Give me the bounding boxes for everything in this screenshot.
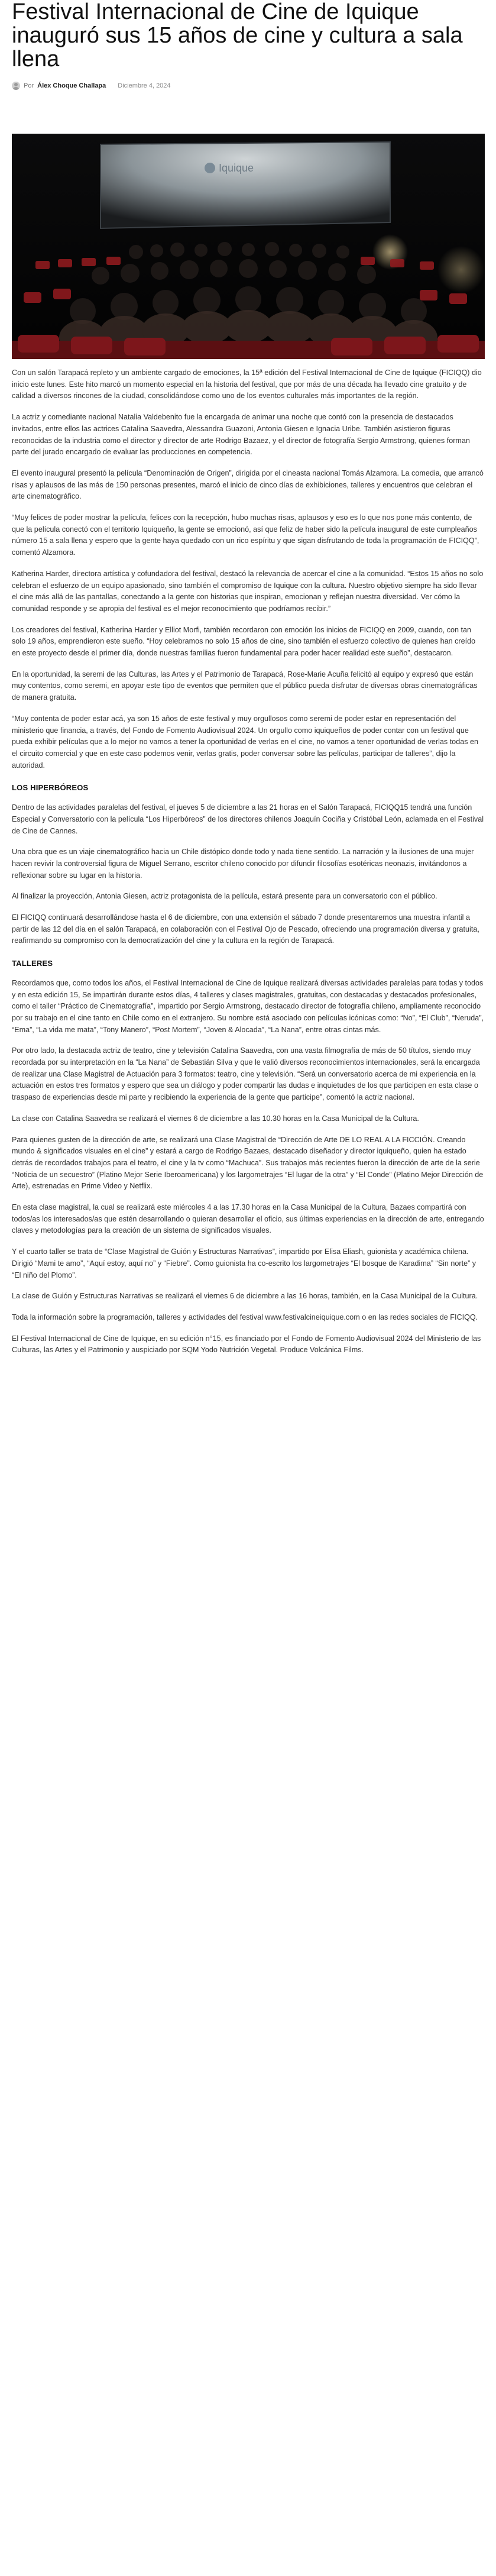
paragraph: Y el cuarto taller se trata de “Clase Magistral de Guión y Estructuras Narrativas”, impartido por Elisa Eliash, guionista y académica chilena. Dirigió “Mami te amo”, “Aquí estoy, aquí no” y “Fiebre”. Como guionista ha co-escrito los largometrajes “El bosque de Karadima” “Sin norte” y “El niño del Plomo”.: [12, 1247, 476, 1279]
article-meta: [12, 82, 171, 90]
author-link[interactable]: Álex Choque Challapa: [37, 82, 106, 89]
svg-text:Iquique: Iquique: [219, 162, 254, 174]
author-avatar-icon: [12, 82, 20, 90]
paragraph: Dentro de las actividades paralelas del festival, el jueves 5 de diciembre a las 21 horas en el Salón Tarapacá, FICIQQ15 tendrá una función Especial y Conversatorio con la película “Los Hiperbóreos” de los directores chilenos Joaquín Cociña y Cristóbal León, aclamada en el Festival de Cine de Cannes.: [12, 803, 484, 835]
paragraph: Con un salón Tarapacá repleto y un ambiente cargado de emociones, la 15ª edición del Festival Internacional de Cine de Iquique (FICIQQ) dio inicio este lunes. Este hito marcó un momento especial en la historia del festival, que por más de una década ha llevado cine gratuito y de calidad a diversos rincones de la ciudad, consolidándose como uno de los eventos culturales más importantes de la región.: [12, 369, 482, 400]
paragraph: En la oportunidad, la seremi de las Culturas, las Artes y el Patrimonio de Tarapacá, Rose-Marie Acuña felicitó al equipo y expresó que están muy contentos, como seremi, en apoyar este tipo de eventos que permiten que el público pueda disfrutar de diversas obras cinematográficas de manera gratuita.: [12, 670, 478, 702]
article-title: Festival Internacional de Cine de Iquique inauguró sus 15 años de cine y cultura a sala llena: [12, 0, 463, 72]
hero-image: [12, 134, 485, 359]
by-label: Por: [24, 82, 34, 89]
festival-logo: [205, 162, 254, 174]
publish-date: Diciembre 4, 2024: [118, 82, 171, 89]
paragraph: Toda la información sobre la programación, talleres y actividades del festival www.festivalcineiquique.com o en las redes sociales de FICIQQ.: [12, 1313, 478, 1321]
paragraph: “Muy contenta de poder estar acá, ya son 15 años de este festival y muy orgullosos como seremi de poder estar en representación del ministerio que financia, a través, del Fondo de Fomento Audiovisual 2024. Un orgullo como iquiqueños de poder contar con un festival que pueda exhibir películas que a lo mejor no vamos a tener la oportunidad de verlas en el cine, no vamos a tener oportunidad de verlas todas en el circuito comercial y que en este caso podemos venir, verlas gratis, poder conversar sobre las películas, participar de talleres”, dijo la autoridad.: [12, 714, 479, 770]
paragraph: “Muy felices de poder mostrar la película, felices con la recepción, hubo muchas risas, aplausos y eso es lo que nos pone más contento, de que la película conectó con el territorio Iquiqueño, la gente se emocionó, así que feliz de haber sido la película inaugural de este cumpleaños número 15 a sala llena y espero que la gente haya quedado con un rico espíritu y que sigan disfrutando de toda la programación de FICIQQ”, comentó Alzamora.: [12, 513, 479, 557]
article-body: [12, 367, 485, 1366]
cinema-audience-photo: [12, 134, 485, 359]
paragraph: El evento inaugural presentó la película “Denominación de Origen”, dirigida por el cineasta nacional Tomás Alzamora. La comedia, que arrancó risas y aplausos de las más de 150 personas presentes, marcó el inicio de cinco días de exhibiciones, talleres y encuentros que celebran el arte cinematográfico.: [12, 468, 484, 501]
section-heading-hiperboreos: LOS HIPERBÓREOS: [12, 783, 89, 793]
paragraph: Katherina Harder, directora artística y cofundadora del festival, destacó la relevancia de acercar el cine a la comunidad. “Estos 15 años no solo celebran el esfuerzo de un equipo apasionado, sino también el compromiso de Iquique con la cultura. Nuestro objetivo siempre ha sido llevar el cine más allá de las pantallas, conectando a la gente con historias que inspiran, emocionan y reflejan nuestra diversidad. Ver cómo la comunidad responde y se apropia del festival es el mejor reconocimiento que podríamos recibir.”: [12, 569, 484, 613]
paragraph: La actriz y comediante nacional Natalia Valdebenito fue la encargada de animar una noche que contó con la presencia de destacados invitados, entre ellos las actrices Catalina Saavedra, Alessandra Guazoni, Antonia Giesen e Ignacia Uribe. También asistieron figuras reconocidas de la industria como el director y director de arte Rodrigo Bazaez, y el director de fotografía Sergio Armstrong, quienes forman parte del jurado encargado de evaluar las producciones en competencia.: [12, 413, 470, 457]
paragraph: Por otro lado, la destacada actriz de teatro, cine y televisión Catalina Saavedra, con una vasta filmografía de más de 50 títulos, siendo muy recordada por su interpretación en la “La Nana” de Sebastián Silva y que le valió diversos reconocimientos internacionales, será la encargada de realizar una Clase Magistral de Actuación para 3 formatos: teatro, cine y televisión. “Será un conversatorio acerca de mi experiencia en la actuación en estos tres formatos y espero que sea un diálogo y poder compartir las dudas e inquietudes de los que participen en esta clase o traspaso de experiencias desde mi parte y recibiendo la experiencia de la gente que participe”, comentó la actriz nacional.: [12, 1046, 480, 1102]
paragraph: Para quienes gusten de la dirección de arte, se realizará una Clase Magistral de “Dirección de Arte DE LO REAL A LA FICCIÓN. Creando mundo & significados visuales en el cine” y estará a cargo de Rodrigo Bazaes, destacado diseñador y director iquiqueño, quien ha estado detrás de recordados trabajos para el teatro, el cine y la tv como “Machuca”. Sus trabajos más recientes fueron la dirección de arte de la serie “Noticia de un secuestro” (Platino Mejor Serie Iberoamericana) y los largometrajes “El lugar de la otra” y “El Conde” (Platino Mejor Dirección de Arte), estrenadas en Prime Video y Netflix.: [12, 1135, 484, 1191]
paragraph: En esta clase magistral, la cual se realizará este miércoles 4 a las 17.30 horas en la Casa Municipal de la Cultura, Bazaes compartirá con todos/as los interesados/as que estén desarrollando o quieran desarrollar el oficio, sus últimas experiencias en la dirección de arte, entregando claves y metodologías para la creación de un sistema de significados visuales.: [12, 1203, 484, 1235]
paragraph: Los creadores del festival, Katherina Harder y Elliot Morfi, también recordaron con emoción los inicios de FICIQQ en 2009, cuando, con tan solo 19 años, emprendieron este sueño. “Hoy celebramos no solo 15 años de cine, sino también el esfuerzo colectivo de quienes han creído en este proyecto desde el primer día, donde nuestras familias fueron fundamental para poder hacer realidad este sueño”, destacaron.: [12, 625, 476, 658]
paragraph: Al finalizar la proyección, Antonia Giesen, actriz protagonista de la película, estará presente para un conversatorio con el público.: [12, 892, 437, 901]
section-heading-talleres: TALLERES: [12, 959, 53, 968]
paragraph: Una obra que es un viaje cinematográfico hacia un Chile distópico donde todo y nada tiene sentido. La narración y la ilusiones de una mujer hacen revivir la controversial figura de Miguel Serrano, escritor chileno conocido por difundir filosofías esotéricas neonazis, invitándonos a reflexionar sobre su lugar en la historia.: [12, 848, 474, 880]
paragraph: La clase de Guión y Estructuras Narrativas se realizará el viernes 6 de diciembre a las 16 horas, también, en la Casa Municipal de la Cultura.: [12, 1292, 478, 1301]
paragraph: El Festival Internacional de Cine de Iquique, en su edición n°15, es financiado por el Fondo de Fomento Audiovisual 2024 del Ministerio de las Culturas, las Artes y el Patrimonio y auspiciado por SQM Yodo Nutrición Vegetal. Produce Volcánica Films.: [12, 1334, 481, 1355]
paragraph: El FICIQQ continuará desarrollándose hasta el 6 de diciembre, con una extensión el sábado 7 donde presentaremos una muestra infantil a partir de las 12 del día en el salón Tarapacá, en colaboración con el Festival Ojo de Pescado, ofreciendo una programación diversa y gratuita, reafirmando su compromiso con la democratización del cine y la cultura en la región de Tarapacá.: [12, 913, 479, 945]
paragraph: Recordamos que, como todos los años, el Festival Internacional de Cine de Iquique realizará diversas actividades paralelas para todas y todos y en esta edición 15, Se impartirán durante estos días, 4 talleres y clases magistrales, gratuitas, con destacadas y destacados profesionales, como el taller “Práctico de Cinematografía”, impartido por Sergio Armstrong, destacado director de fotografía chileno, ampliamente reconocido por su trabajo en el cine tanto en Chile como en el extranjero. Su nombre está asociado con películas icónicas como: “No”, “El Club”, “Neruda”, “Ema”, “La vida me mata”, “Tony Manero”, “Post Mortem”, “Joven & Alocada”, “La Nana”, entre otras cintas más.: [12, 978, 484, 1034]
paragraph: La clase con Catalina Saavedra se realizará el viernes 6 de diciembre a las 10.30 horas en la Casa Municipal de la Cultura.: [12, 1114, 419, 1123]
